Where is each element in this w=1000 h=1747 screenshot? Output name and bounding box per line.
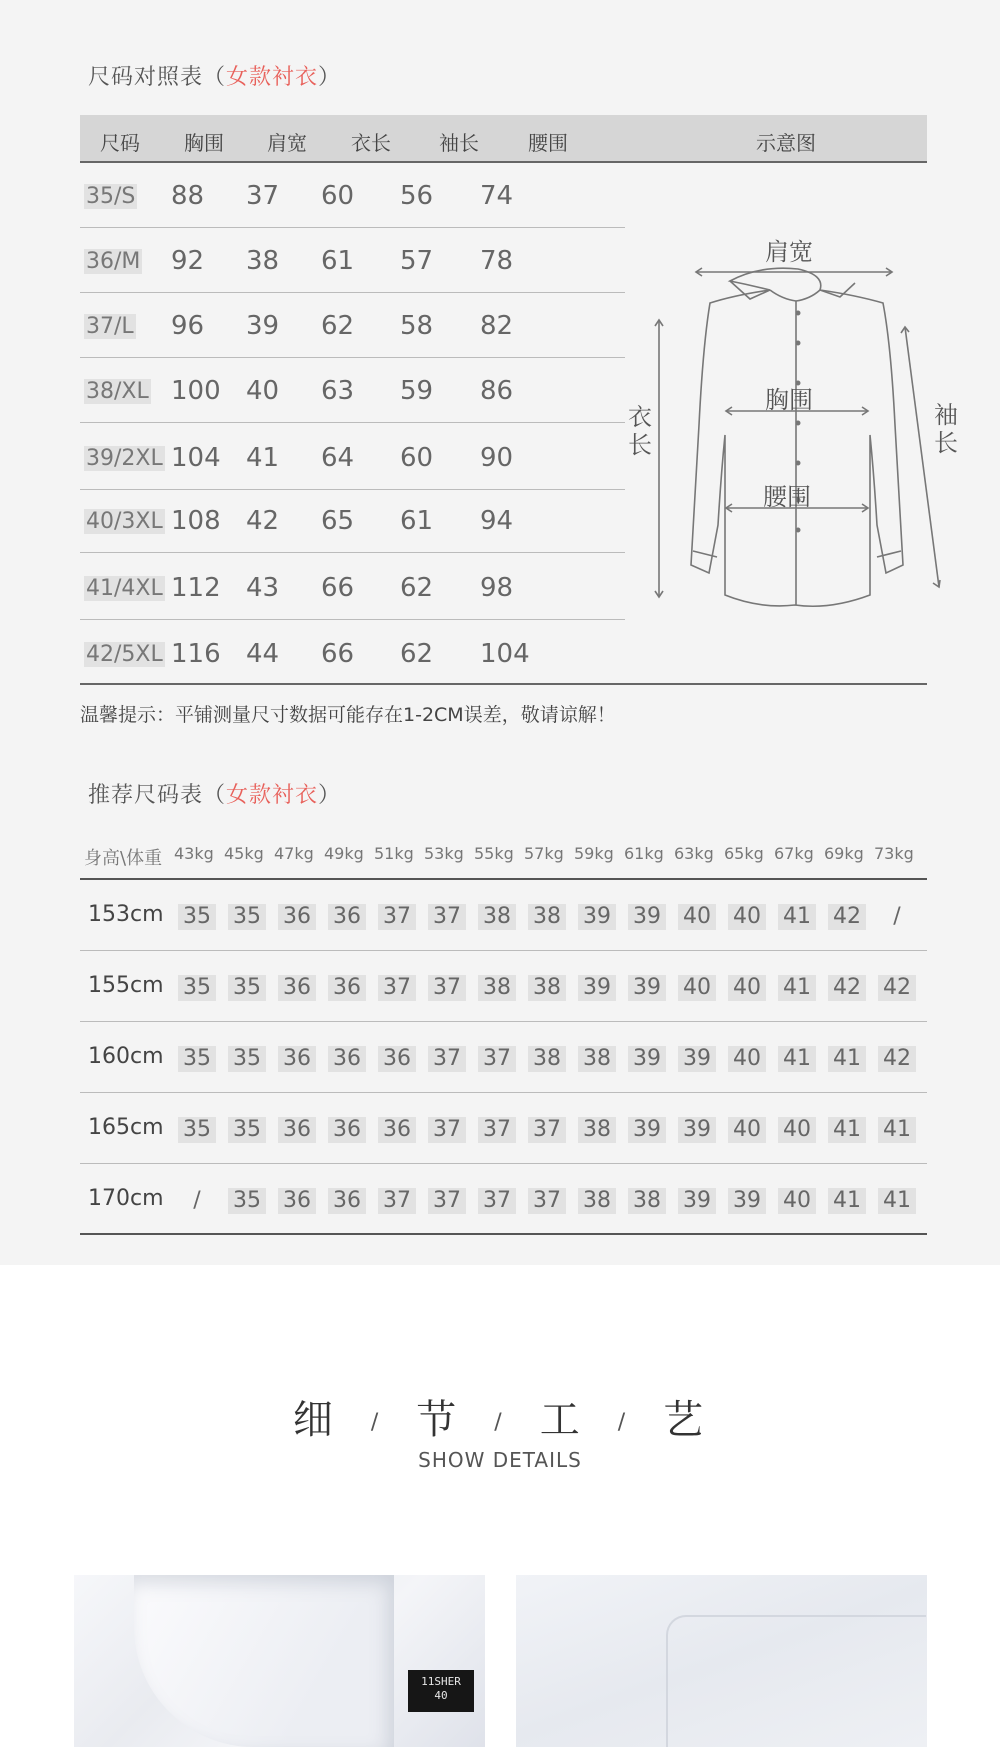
size-cell-sleeve: 56 [400,181,434,211]
recommend-row [80,1093,927,1164]
recommend-size-cell: 36 [278,1188,316,1214]
recommend-size-cell: 38 [578,1117,616,1143]
size-cell-chest: 88 [171,181,205,211]
recommend-size-cell: 36 [328,1188,366,1214]
recommend-size-cell: 36 [278,1046,316,1072]
diagram-label-length-1: 衣 [628,403,652,431]
recommend-size-cell: 36 [278,975,316,1001]
size-cell-chest: 92 [171,246,205,276]
recommend-size-cell: 37 [378,904,416,930]
size-chart-title [88,60,341,91]
recommend-row [80,1164,927,1235]
size-row [80,358,625,423]
size-cell-shoulder: 44 [246,639,280,669]
size-cell-chest: 108 [171,506,221,536]
recommend-size-cell: 39 [628,975,666,1001]
label-tag-size: 40 [434,1689,448,1702]
recommend-table-header [80,836,927,880]
recommend-size-cell: 36 [328,904,366,930]
header-diagram: 示意图 [756,131,816,155]
size-cell-sleeve: 62 [400,639,434,669]
shirt-outline-icon [620,225,950,615]
size-cell-chest: 96 [171,311,205,341]
measurement-note: 温馨提示：平铺测量尺寸数据可能存在1-2CM误差，敬请谅解！ [80,704,616,726]
diagram-label-chest: 胸围 [765,386,813,414]
size-chart-title-text: 尺码对照表 [88,65,204,90]
size-chart-title-accent: 女款衬衣 [226,65,319,90]
diagram-label-shoulder: 肩宽 [765,238,813,266]
size-cell-sleeve: 61 [400,506,434,536]
details-sep-2: / [494,1410,506,1435]
size-cell-size: 40/3XL [86,509,163,534]
recommend-size-cell: 38 [578,1046,616,1072]
size-cell-sleeve: 59 [400,376,434,406]
recommend-size-cell: 41 [778,975,816,1001]
details-subtitle: SHOW DETAILS [418,1448,582,1472]
size-cell-length: 66 [321,639,355,669]
recommend-size-cell: 38 [628,1188,666,1214]
size-cell-waist: 74 [480,181,514,211]
size-cell-shoulder: 38 [246,246,280,276]
corner-label: 身高\体重 [84,848,163,869]
size-cell-size: 36/M [86,249,141,274]
size-cell-chest: 100 [171,376,221,406]
weight-header: 55kg [474,844,514,863]
size-cell-waist: 98 [480,573,514,603]
recommend-size-cell: 37 [528,1117,566,1143]
recommend-size-cell: 36 [328,1117,366,1143]
recommend-size-cell: 35 [228,975,266,1001]
recommend-size-cell: 36 [278,1117,316,1143]
recommend-size-cell: 41 [828,1117,866,1143]
size-cell-waist: 94 [480,506,514,536]
size-row [80,293,625,358]
size-cell-shoulder: 42 [246,506,280,536]
recommend-size-cell: 39 [628,1046,666,1072]
size-cell-length: 64 [321,443,355,473]
recommend-size-cell: 42 [828,904,866,930]
recommend-size-cell: 42 [878,975,916,1001]
recommend-size-cell: 41 [828,1046,866,1072]
height-label: 155cm [88,973,164,998]
size-cell-waist: 86 [480,376,514,406]
size-cell-waist: 78 [480,246,514,276]
size-cell-size: 38/XL [86,379,149,404]
size-cell-waist: 82 [480,311,514,341]
size-cell-length: 66 [321,573,355,603]
size-cell-shoulder: 41 [246,443,280,473]
recommend-size-cell: 36 [378,1117,416,1143]
recommend-title [88,778,341,809]
recommend-row [80,951,927,1022]
recommend-size-cell: 40 [778,1188,816,1214]
recommend-size-cell: 35 [178,1117,216,1143]
recommend-row [80,1022,927,1093]
diagram-label-length-2: 长 [628,431,652,459]
recommend-size-cell: 36 [278,904,316,930]
recommend-size-cell: 39 [678,1117,716,1143]
recommend-size-cell: 36 [328,1046,366,1072]
recommend-size-cell: 35 [178,975,216,1001]
header-waist: 腰围 [528,131,568,155]
size-cell-shoulder: 40 [246,376,280,406]
header-sleeve: 袖长 [439,131,479,155]
recommend-size-cell: 35 [228,1188,266,1214]
size-row [80,163,625,228]
recommend-size-cell: 37 [378,1188,416,1214]
size-cell-shoulder: 37 [246,181,280,211]
recommend-size-cell: 37 [428,1046,466,1072]
recommend-size-cell: 37 [428,1188,466,1214]
header-chest: 胸围 [184,131,224,155]
recommend-size-cell: 41 [878,1188,916,1214]
diagram-label-sleeve-2: 长 [934,429,958,457]
header-size: 尺码 [100,131,140,155]
details-char-4: 艺 [663,1397,708,1443]
size-cell-shoulder: 43 [246,573,280,603]
height-label: 165cm [88,1115,164,1140]
paren-close: ） [318,65,342,90]
recommend-size-cell: 38 [528,904,566,930]
size-cell-sleeve: 60 [400,443,434,473]
diagram-label-sleeve-1: 袖 [934,401,958,429]
recommend-size-cell: 38 [478,904,516,930]
recommend-size-cell: 40 [678,904,716,930]
recommend-size-cell: / [193,1188,201,1213]
recommend-size-cell: 37 [478,1188,516,1214]
details-sep-3: / [617,1410,630,1435]
weight-header: 59kg [574,844,614,863]
recommend-size-cell: 41 [828,1188,866,1214]
recommend-size-cell: 40 [728,1046,766,1072]
header-shoulder: 肩宽 [267,131,307,155]
recommend-size-cell: 38 [528,1046,566,1072]
recommend-size-cell: / [893,904,901,929]
weight-header: 63kg [674,844,714,863]
size-cell-length: 61 [321,246,355,276]
recommend-size-cell: 39 [678,1188,716,1214]
size-cell-chest: 112 [171,573,221,603]
size-table-bottom-rule [80,683,927,685]
weight-header: 43kg [174,844,214,863]
recommend-size-cell: 39 [628,1117,666,1143]
recommend-row [80,880,927,951]
recommend-size-cell: 35 [178,1046,216,1072]
collar-detail-photo [74,1575,485,1747]
recommend-size-cell: 37 [528,1188,566,1214]
label-tag-brand: 11SHER [421,1675,461,1688]
size-cell-size: 37/L [86,314,134,339]
size-cell-waist: 104 [480,639,530,669]
recommend-size-cell: 42 [828,975,866,1001]
paren-open: （ [203,65,227,90]
size-cell-sleeve: 58 [400,311,434,341]
size-cell-size: 35/S [86,184,136,209]
size-cell-size: 42/5XL [86,642,163,667]
size-cell-length: 63 [321,376,355,406]
recommend-size-cell: 40 [728,1117,766,1143]
size-row [80,621,625,686]
recommend-size-cell: 38 [528,975,566,1001]
collar-fold-shape [134,1575,394,1747]
recommend-size-cell: 37 [428,904,466,930]
weight-header: 73kg [874,844,914,863]
recommend-size-cell: 40 [728,975,766,1001]
header-length: 衣长 [351,131,391,155]
weight-header: 49kg [324,844,364,863]
recommend-size-cell: 39 [678,1046,716,1072]
recommend-size-cell: 41 [878,1117,916,1143]
weight-header: 47kg [274,844,314,863]
height-label: 160cm [88,1044,164,1069]
recommend-size-cell: 39 [628,904,666,930]
recommend-size-cell: 37 [428,975,466,1001]
size-cell-length: 65 [321,506,355,536]
recommend-size-cell: 35 [228,1046,266,1072]
paren-open: （ [203,783,227,808]
height-label: 170cm [88,1186,164,1211]
height-label: 153cm [88,902,164,927]
recommend-size-cell: 37 [428,1117,466,1143]
size-row [80,555,625,620]
recommend-size-cell: 40 [678,975,716,1001]
weight-header: 65kg [724,844,764,863]
size-cell-size: 41/4XL [86,576,163,601]
recommend-size-cell: 38 [478,975,516,1001]
size-cell-size: 39/2XL [86,446,163,471]
size-cell-length: 60 [321,181,355,211]
details-sep-1: / [370,1410,383,1435]
recommend-title-text: 推荐尺码表 [88,783,204,808]
weight-header: 51kg [374,844,414,863]
size-cell-sleeve: 57 [400,246,434,276]
recommend-size-cell: 39 [578,975,616,1001]
size-cell-waist: 90 [480,443,514,473]
weight-header: 69kg [824,844,864,863]
weight-header: 53kg [424,844,464,863]
shirt-diagram [620,225,958,615]
size-row [80,488,625,553]
size-cell-chest: 116 [171,639,221,669]
recommend-size-cell: 39 [578,904,616,930]
recommend-size-cell: 40 [728,904,766,930]
pocket-detail-photo [516,1575,927,1747]
recommend-size-cell: 36 [328,975,366,1001]
weight-header: 57kg [524,844,564,863]
recommend-size-cell: 40 [778,1117,816,1143]
recommend-size-cell: 37 [478,1117,516,1143]
diagram-label-waist: 腰围 [763,483,811,511]
recommend-size-cell: 37 [378,975,416,1001]
recommend-size-cell: 38 [578,1188,616,1214]
recommend-size-cell: 37 [478,1046,516,1072]
recommend-size-cell: 41 [778,1046,816,1072]
details-char-3: 工 [539,1397,584,1443]
weight-header: 61kg [624,844,664,863]
details-title [0,1388,1000,1445]
recommend-size-cell: 42 [878,1046,916,1072]
size-label-tag [408,1670,474,1712]
size-cell-length: 62 [321,311,355,341]
weight-header: 67kg [774,844,814,863]
recommend-size-cell: 41 [778,904,816,930]
size-row [80,228,625,293]
recommend-size-cell: 35 [228,1117,266,1143]
recommend-size-cell: 35 [228,904,266,930]
recommend-size-cell: 35 [178,904,216,930]
recommend-size-cell: 39 [728,1188,766,1214]
size-table-header [80,115,927,163]
size-row [80,425,625,490]
recommend-title-accent: 女款衬衣 [226,783,319,808]
pocket-seam-shape [666,1615,926,1747]
details-char-2: 节 [416,1397,461,1443]
details-char-1: 细 [292,1397,337,1443]
size-cell-sleeve: 62 [400,573,434,603]
size-cell-chest: 104 [171,443,221,473]
recommend-size-cell: 36 [378,1046,416,1072]
weight-header: 45kg [224,844,264,863]
size-cell-shoulder: 39 [246,311,280,341]
paren-close: ） [318,783,342,808]
